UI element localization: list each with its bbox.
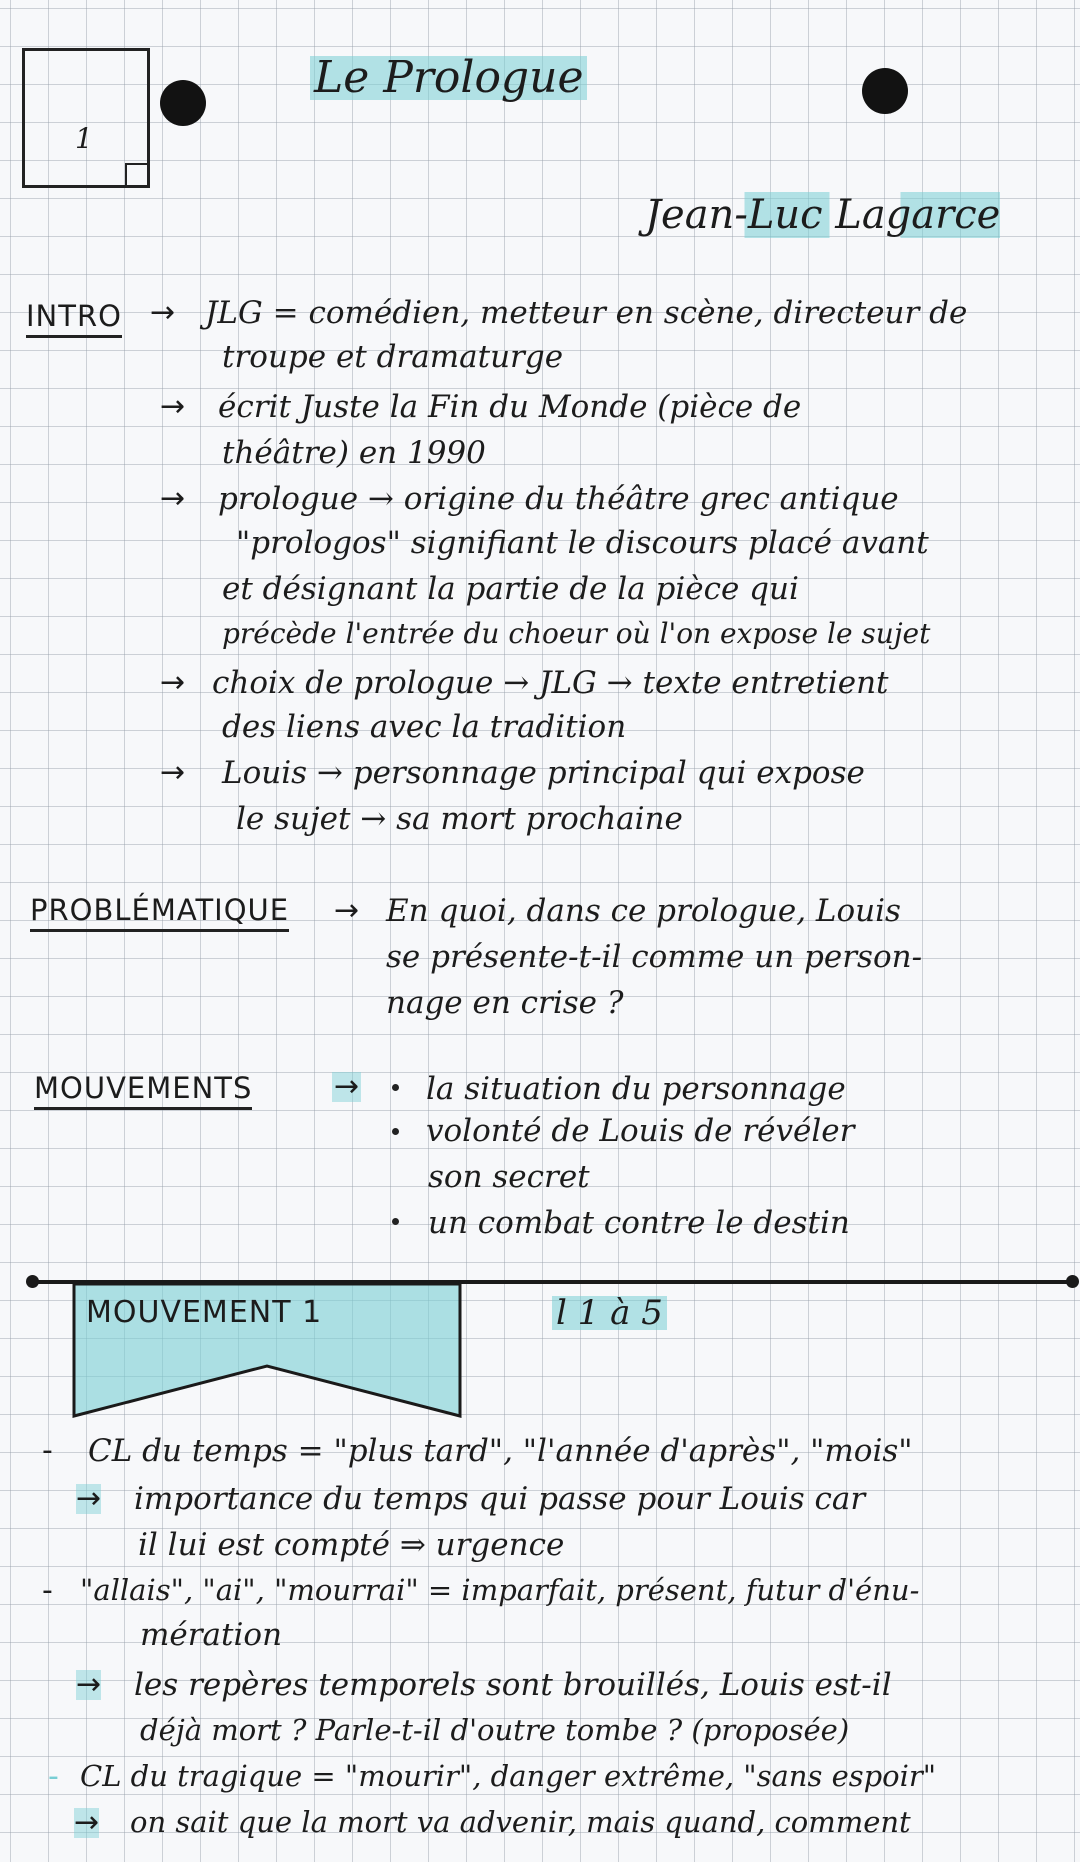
intro-line-2: troupe et dramaturge (222, 339, 564, 375)
mouvement-banner-label: MOUVEMENT 1 (86, 1295, 323, 1330)
problematique-line-1: En quoi, dans ce prologue, Louis (386, 893, 901, 929)
mouvements-label: MOUVEMENTS (34, 1074, 252, 1110)
intro-line-8: précède l'entrée du choeur où l'on expose le sujet (222, 617, 931, 650)
arrow-icon: → (334, 893, 360, 928)
intro-line-10: des liens avec la tradition (222, 709, 627, 745)
arrow-icon: → (76, 1481, 102, 1516)
arrow-icon: → (160, 755, 186, 790)
bullet-icon (392, 1218, 399, 1225)
mouvement-range: l 1 à 5 (552, 1296, 667, 1330)
m1-line-6: les repères temporels sont brouillés, Louis est-il (134, 1667, 892, 1703)
arrow-icon: → (160, 481, 186, 516)
page-number-corner (125, 163, 147, 185)
m1-line-9: on sait que la mort va advenir, mais quand, comment (130, 1805, 911, 1839)
dash-icon: - (42, 1573, 53, 1608)
m1-line-4: "allais", "ai", "mourrai" = imparfait, présent, futur d'énu- (80, 1573, 920, 1607)
intro-line-7: et désignant la partie de la pièce qui (222, 571, 799, 607)
intro-line-9: choix de prologue → JLG → texte entretient (212, 665, 889, 701)
problematique-label: PROBLÉMATIQUE (30, 896, 289, 932)
author-name (645, 192, 1001, 238)
intro-line-12: le sujet → sa mort prochaine (236, 801, 683, 837)
m1-line-7: déjà mort ? Parle-t-il d'outre tombe ? (proposée) (140, 1713, 850, 1747)
mouvements-item-3: son secret (428, 1159, 590, 1195)
m1-line-2: importance du temps qui passe pour Louis car (134, 1481, 866, 1517)
intro-label: INTRO (26, 302, 122, 338)
divider-dot-left (26, 1275, 39, 1288)
arrow-icon: → (74, 1805, 100, 1840)
arrow-icon: → (160, 389, 186, 424)
arrow-icon: → (160, 665, 186, 700)
intro-line-6: "prologos" signifiant le discours placé avant (236, 525, 929, 561)
m1-line-1: CL du temps = "plus tard", "l'année d'après", "mois" (88, 1433, 913, 1469)
problematique-line-2: se présente-t-il comme un person- (386, 939, 923, 975)
dash-icon: - (48, 1759, 59, 1794)
page-number: 1 (75, 122, 93, 155)
intro-line-11: Louis → personnage principal qui expose (222, 755, 865, 791)
bullet-icon (392, 1128, 399, 1135)
intro-line-5: prologue → origine du théâtre grec antique (218, 481, 899, 517)
author-text: Jean-Luc Lagarce (645, 192, 1001, 238)
problematique-line-3: nage en crise ? (386, 985, 624, 1021)
punch-hole-left (160, 80, 206, 126)
bullet-icon (392, 1084, 399, 1091)
m1-line-5: mération (140, 1617, 283, 1653)
m1-line-3: il lui est compté ⇒ urgence (138, 1527, 565, 1563)
intro-line-4: théâtre) en 1990 (222, 435, 486, 471)
mouvements-item-4: un combat contre le destin (428, 1205, 850, 1241)
mouvements-item-2: volonté de Louis de révéler (426, 1113, 855, 1149)
punch-hole-right (862, 68, 908, 114)
m1-line-8: CL du tragique = "mourir", danger extrême, "sans espoir" (80, 1759, 937, 1793)
intro-line-1: JLG = comédien, metteur en scène, directeur de (205, 295, 968, 331)
dash-icon: - (42, 1433, 53, 1468)
arrow-icon: → (150, 295, 176, 330)
mouvements-item-1: la situation du personnage (426, 1071, 846, 1107)
divider-dot-right (1066, 1275, 1079, 1288)
page-title: Le Prologue (310, 56, 587, 100)
page-number-box (22, 48, 150, 188)
arrow-icon: → (334, 1069, 360, 1104)
intro-line-3: écrit Juste la Fin du Monde (pièce de (218, 389, 802, 425)
arrow-icon: → (76, 1667, 102, 1702)
